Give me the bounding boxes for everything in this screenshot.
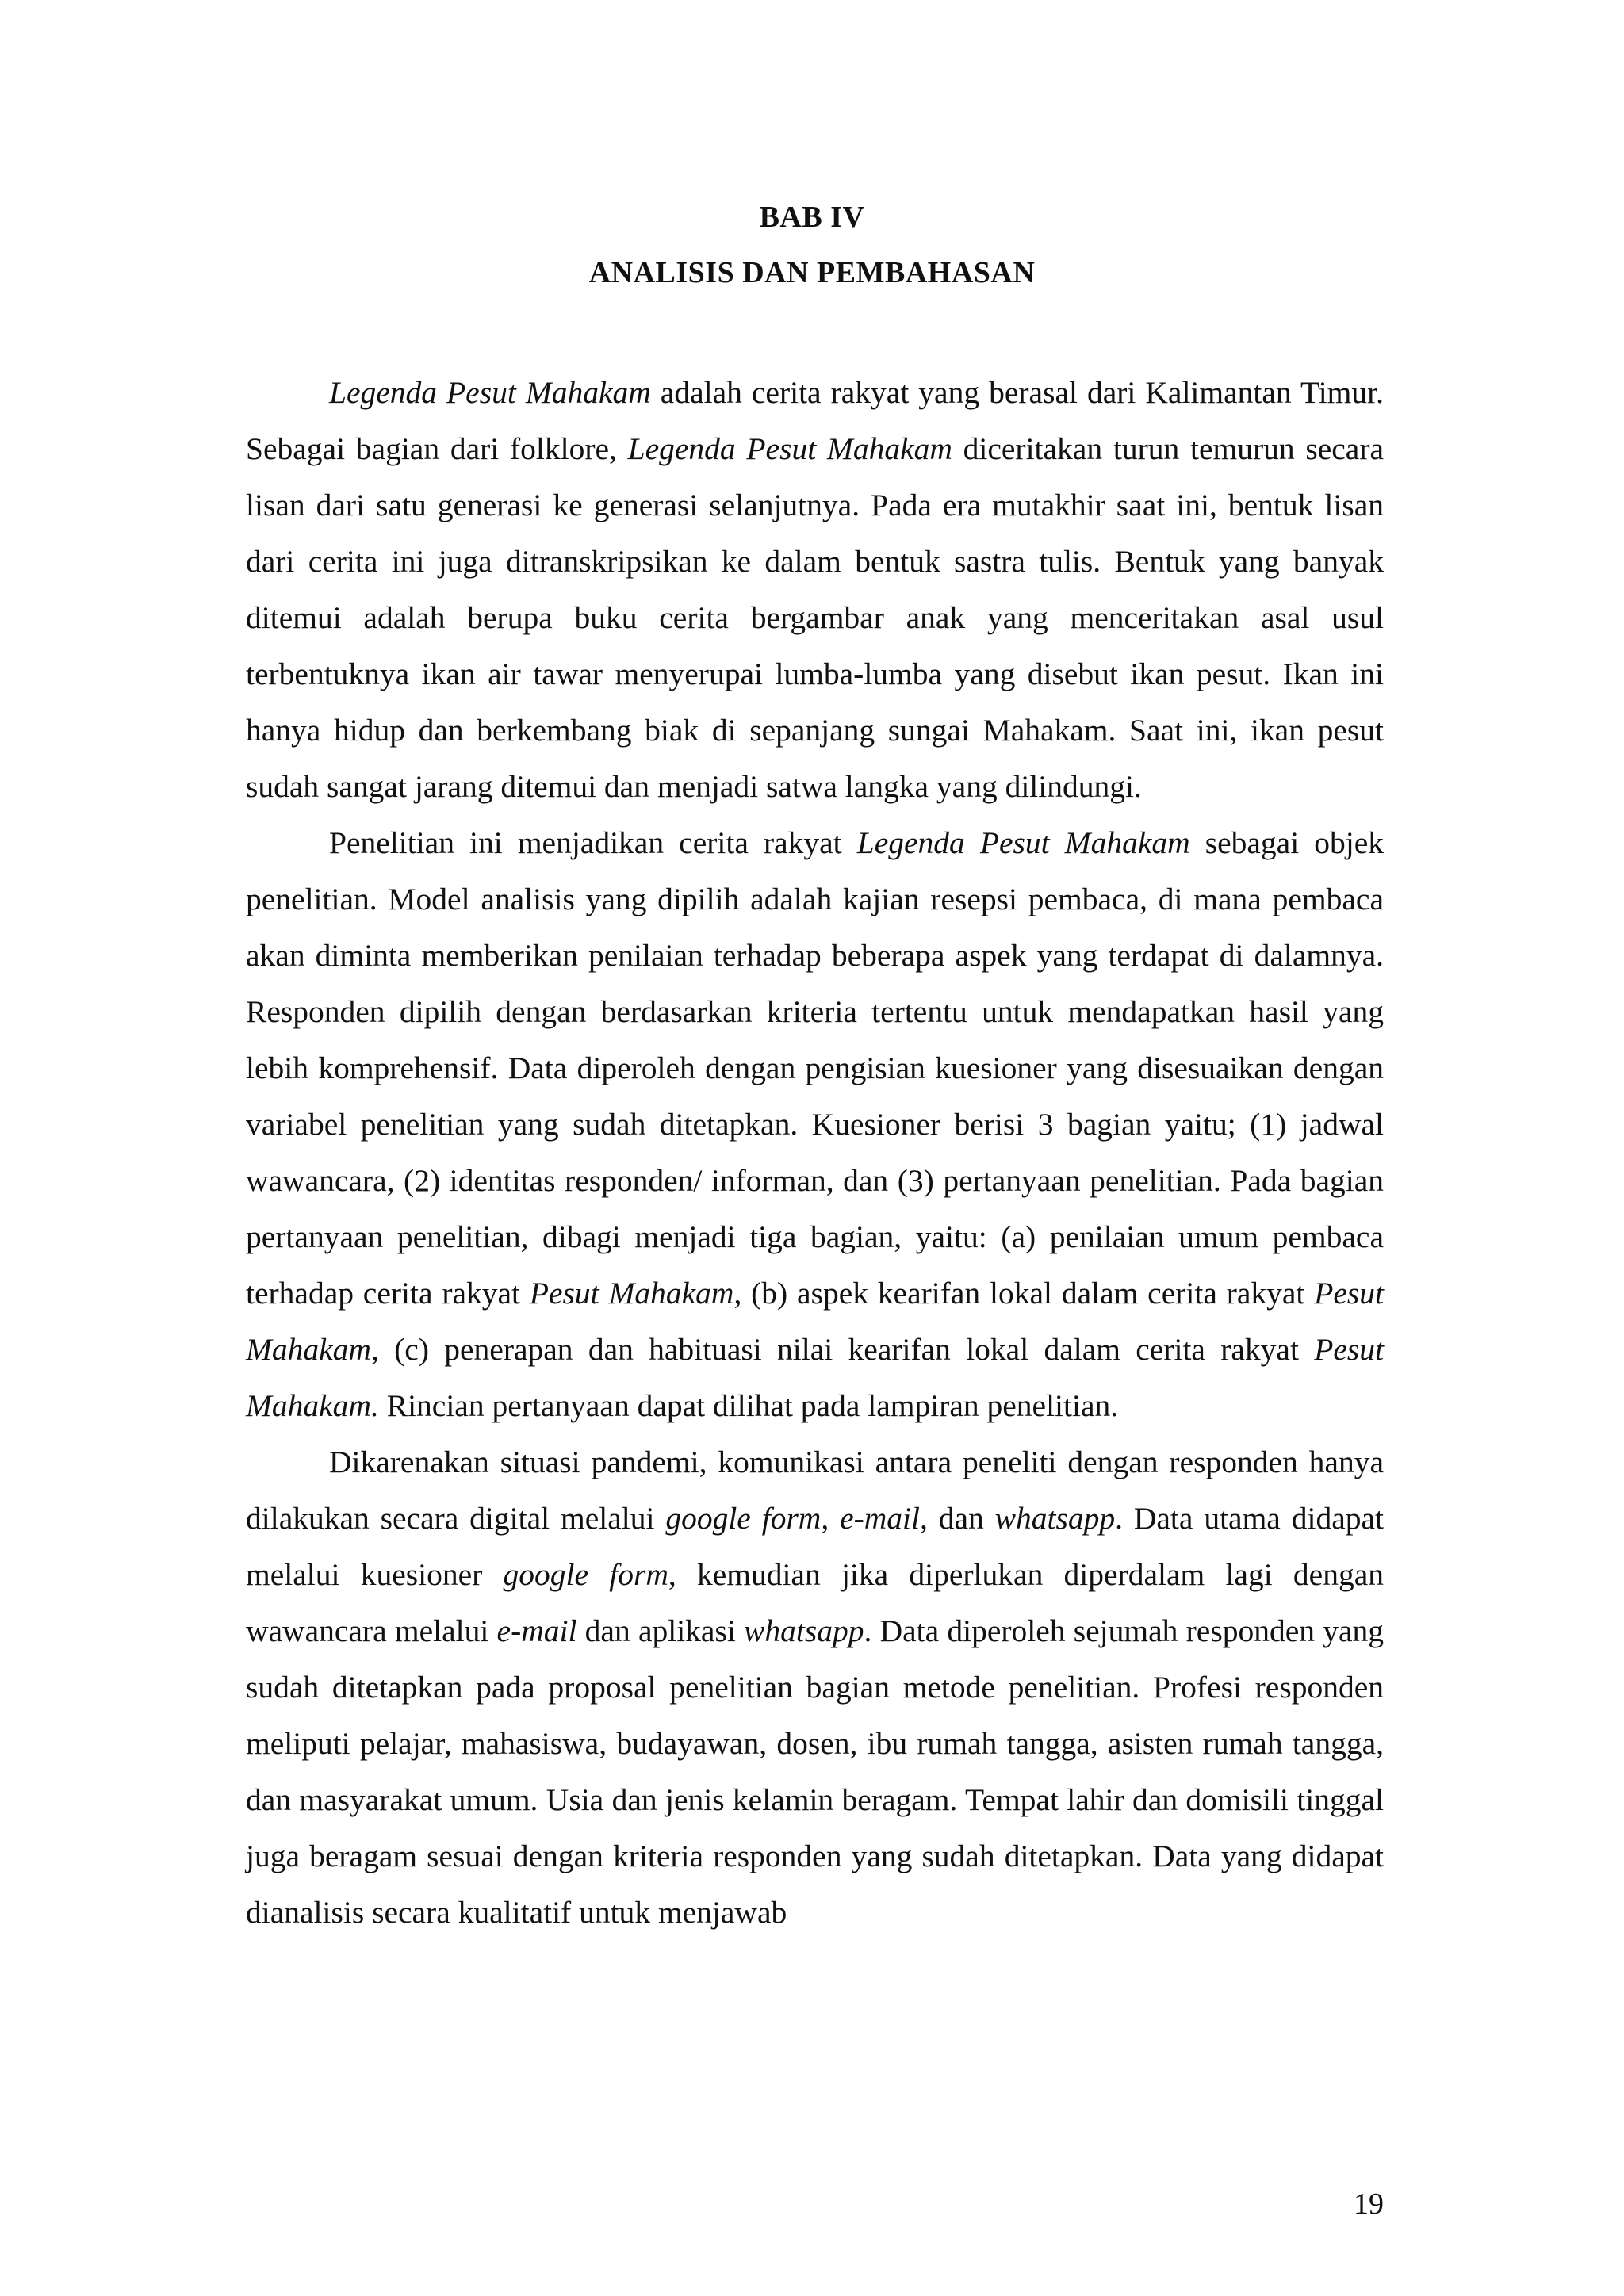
text-run: sebagai objek penelitian. Model analisis yang dipilih adalah kajian resepsi pembaca, di mana pembaca akan diminta memberikan penilaian terhadap beberapa aspek yang terdapat di dalamnya. Responden dipilih dengan berdasarkan kriteria tertentu untuk mendapatkan hasil yang lebih komprehensif. Data diperoleh dengan pengisian kuesioner yang disesuaikan dengan variabel penelitian yang sudah ditetapkan. Kuesioner berisi 3 bagian yaitu; (1) jadwal wawancara, (2) identitas responden/ informan, dan (3) pertanyaan penelitian. Pada bagian pertanyaan penelitian, dibagi menjadi tiga bagian, yaitu: (a) penilaian umum pembaca terhadap cerita rakyat — [246, 825, 1385, 1311]
text-run: , (b) aspek kearifan lokal dalam cerita rakyat — [733, 1276, 1315, 1311]
text-run: dan — [927, 1501, 995, 1536]
text-run: Rincian pertanyaan dapat dilihat pada lampiran penelitian. — [378, 1388, 1119, 1423]
text-run: Dikarenakan situasi pandemi, komunikasi antara peneliti dengan responden hanya dilakukan secara digital melalui — [246, 1445, 1384, 1536]
italic-term: whatsapp — [744, 1613, 864, 1648]
italic-term: Legenda Pesut Mahakam — [329, 375, 651, 410]
page-number: 19 — [1354, 2187, 1384, 2221]
paragraph-1 — [246, 365, 1384, 815]
italic-term: whatsapp — [994, 1501, 1116, 1536]
italic-term: e-mail — [496, 1613, 577, 1648]
text-run: , kemudian jika diperlukan diperdalam lagi dengan wawancara melalui — [246, 1557, 1384, 1648]
italic-term: Pesut Mahakam. — [246, 1332, 1384, 1423]
text-run: dan aplikasi — [576, 1613, 745, 1648]
italic-term: Pesut Mahakam, — [246, 1276, 1385, 1367]
text-run: adalah cerita rakyat yang berasal dari Kalimantan Timur. Sebagai bagian dari folklore, — [246, 375, 1384, 466]
italic-term: Pesut Mahakam — [529, 1276, 734, 1311]
text-run: Penelitian ini menjadikan cerita rakyat — [329, 825, 857, 860]
italic-term: google form — [503, 1557, 668, 1592]
text-run: (c) penerapan dan habituasi nilai kearifan lokal dalam cerita rakyat — [378, 1332, 1315, 1367]
text-run: diceritakan turun temurun secara lisan dari satu generasi ke generasi selanjutnya. Pada era mutakhir saat ini, bentuk lisan dari cerita ini juga ditranskripsikan ke dalam bentuk sastra tulis. Bentuk yang banyak ditemui adalah berupa buku cerita bergambar anak yang menceritakan asal usul terbentuknya ikan air tawar menyerupai lumba-lumba yang disebut ikan pesut. Ikan ini hanya hidup dan berkembang biak di sepanjang sungai Mahakam. Saat ini, ikan pesut sudah sangat jarang ditemui dan menjadi satwa langka yang dilindungi. — [246, 431, 1384, 804]
paragraph-3 — [246, 1434, 1384, 1941]
text-run: . Data utama didapat melalui kuesioner — [246, 1501, 1384, 1592]
italic-term: Legenda Pesut Mahakam — [627, 431, 952, 466]
italic-term: google form, e-mail, — [665, 1501, 928, 1536]
chapter-label: BAB IV — [759, 201, 865, 234]
text-run: . Data diperoleh sejumah responden yang sudah ditetapkan pada proposal penelitian bagian metode penelitian. Profesi responden meliputi pelajar, mahasiswa, budayawan, dosen, ibu rumah tangga, asisten rumah tangga, dan masyarakat umum. Usia dan jenis kelamin beragam. Tempat lahir dan domisili tinggal juga beragam sesuai dengan kriteria responden yang sudah ditetapkan. Data yang didapat dianalisis secara kualitatif untuk menjawab — [246, 1613, 1384, 1930]
chapter-title: ANALISIS DAN PEMBAHASAN — [588, 256, 1036, 289]
paragraph-2 — [246, 815, 1384, 1434]
italic-term: Legenda Pesut Mahakam — [856, 825, 1190, 860]
body-text — [246, 365, 1384, 1941]
